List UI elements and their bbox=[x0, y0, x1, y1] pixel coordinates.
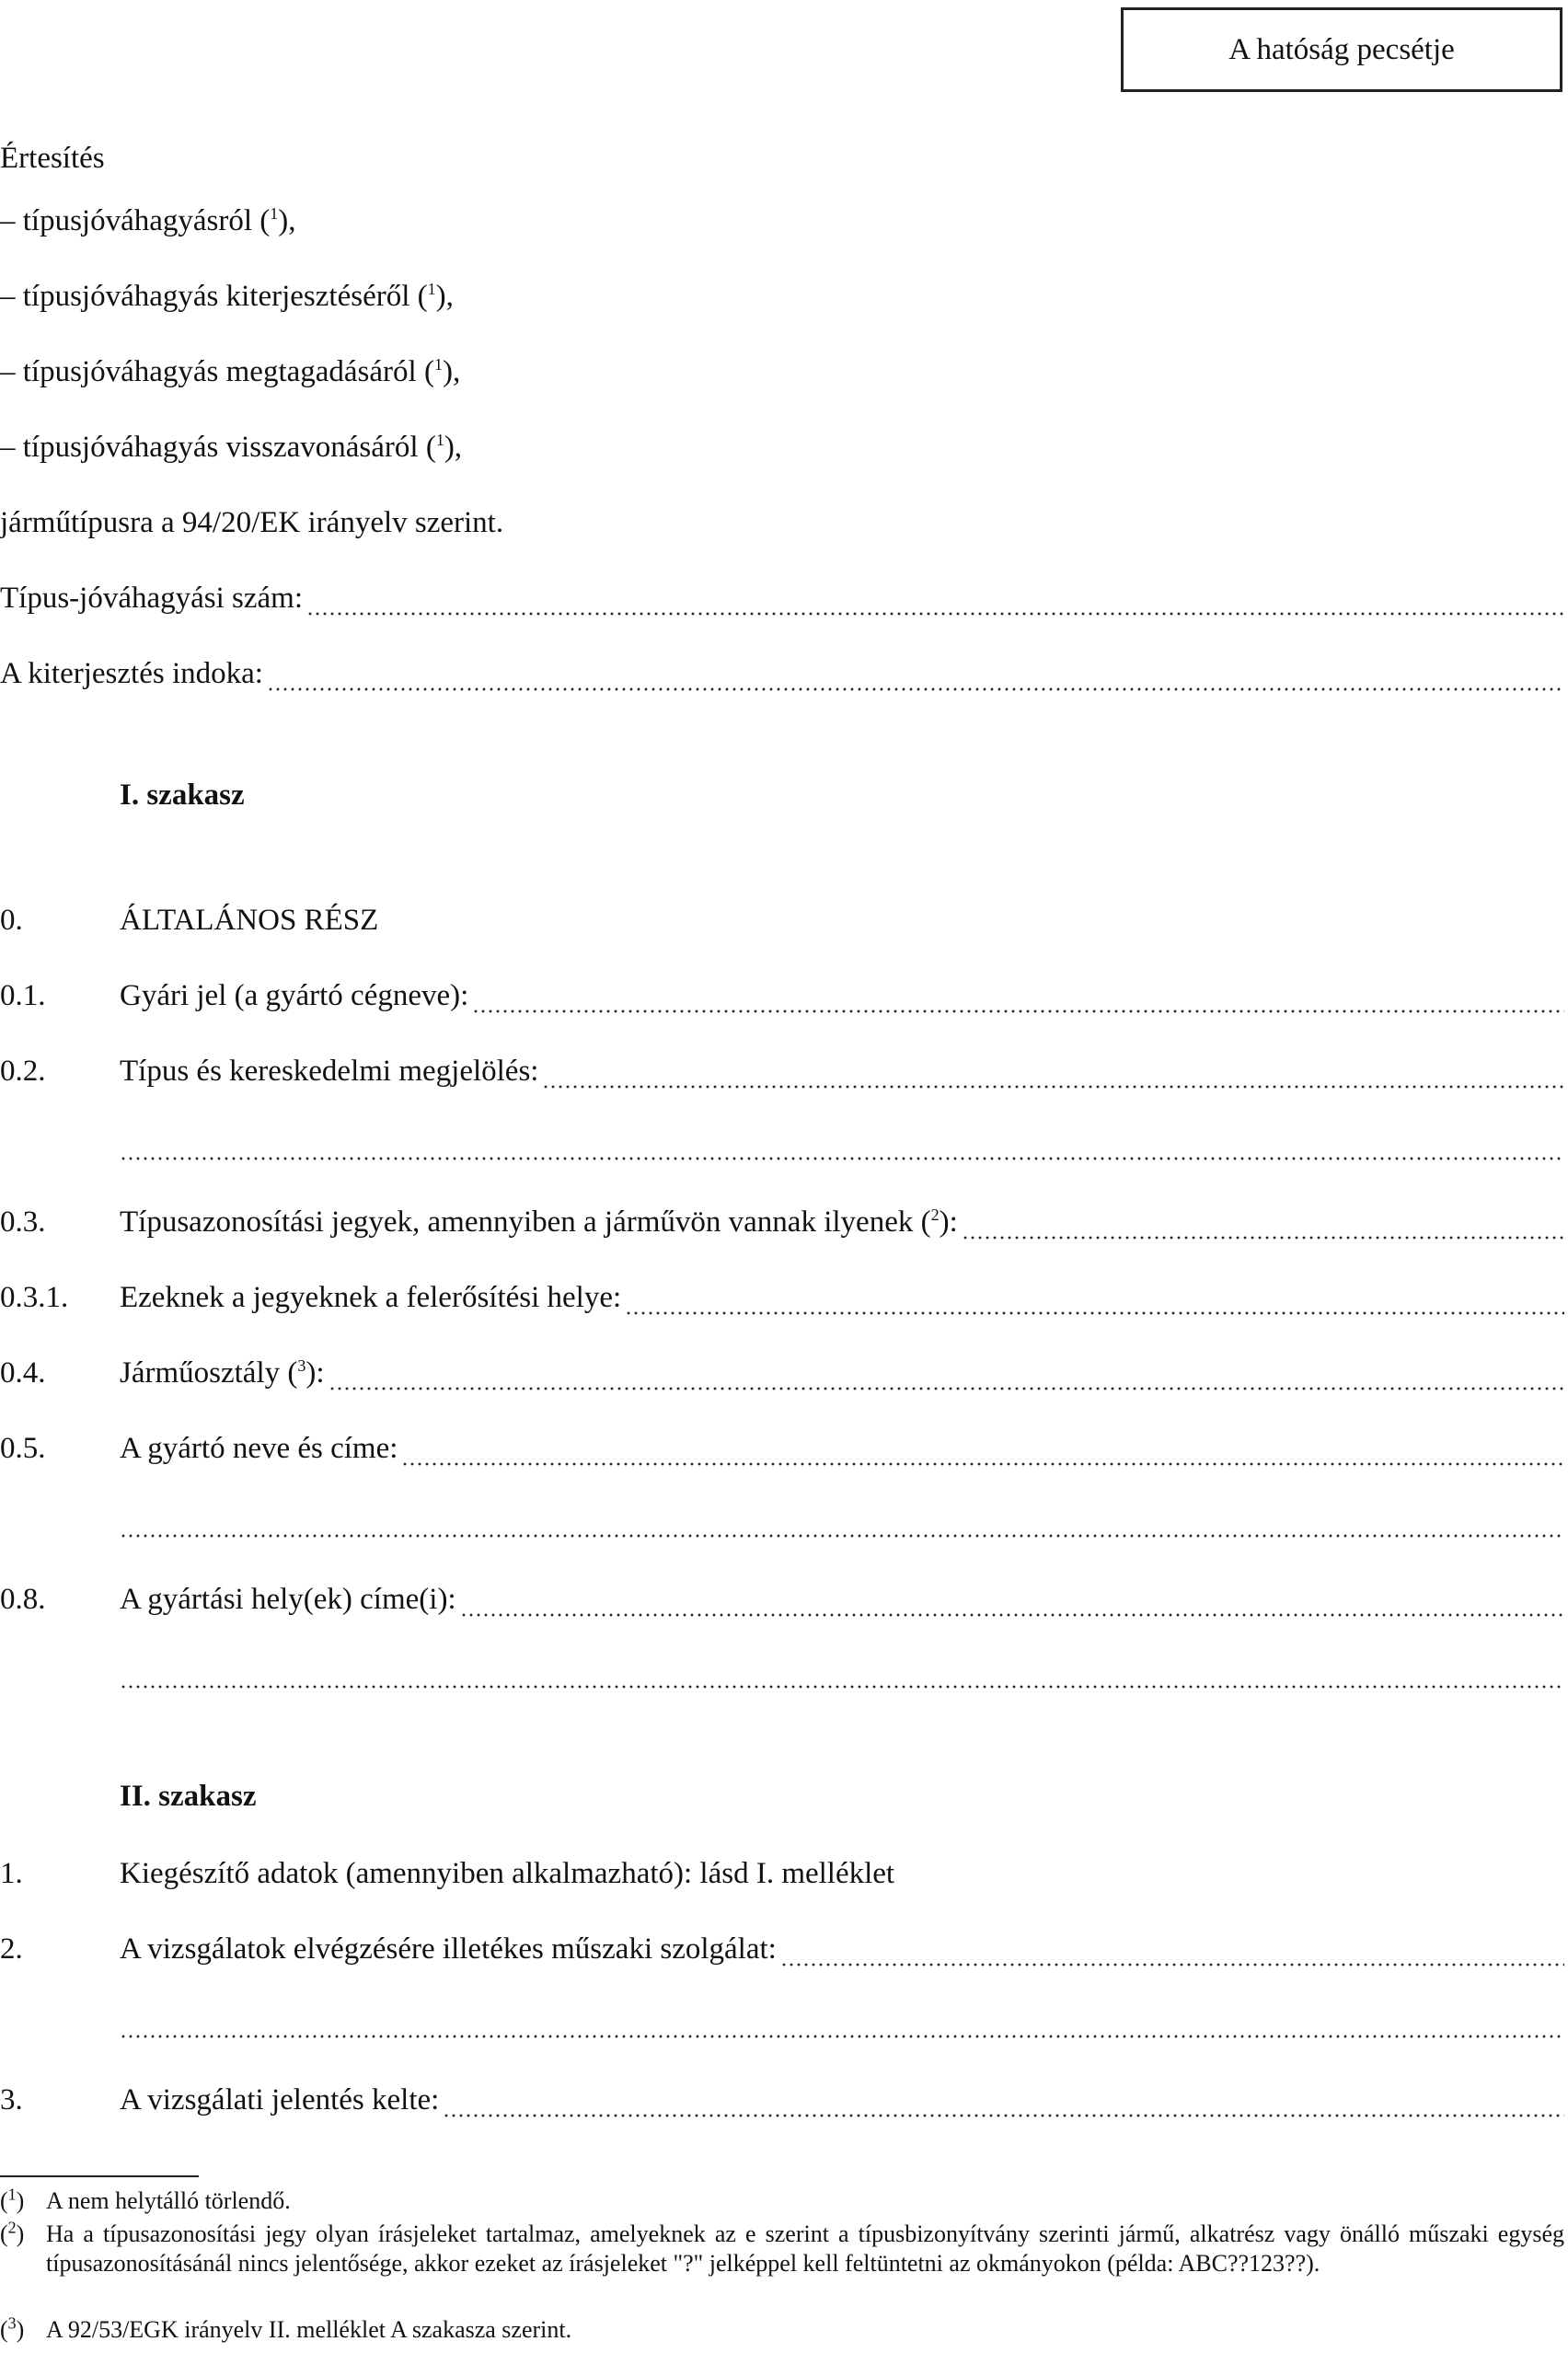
section-row[interactable] bbox=[0, 1053, 1564, 1090]
list-item: – típusjóváhagyás megtagadásáról ($^1$), bbox=[0, 355, 461, 388]
fill-line bbox=[306, 585, 1564, 617]
notice-title: Értesítés bbox=[0, 142, 105, 175]
fill-line bbox=[401, 1436, 1564, 1467]
row-number: 0.8. bbox=[0, 1583, 46, 1616]
row-label: Típusazonosítási jegyek, amennyiben a járművön vannak ilyenek ($^2$): bbox=[120, 1205, 958, 1239]
row-label: A vizsgálatok elvégzésére illetékes műszaki szolgálat: bbox=[120, 1932, 777, 1966]
row-number: 0.3.1. bbox=[0, 1281, 69, 1314]
row-number: 1. bbox=[0, 1857, 23, 1890]
closing-text: járműtípusra a 94/20/EK irányelv szerint. bbox=[0, 506, 504, 539]
list-item: – típusjóváhagyás visszavonásáról ($^1$), bbox=[0, 431, 463, 464]
authority-stamp-box bbox=[1121, 7, 1562, 92]
section-2-heading: II. szakasz bbox=[120, 1780, 257, 1813]
fill-line bbox=[542, 1058, 1564, 1090]
fill-line bbox=[962, 1209, 1564, 1240]
approval-number-field[interactable] bbox=[0, 580, 1564, 617]
row-label: Gyári jel (a gyártó cégneve): bbox=[120, 979, 469, 1012]
row-label: Ezeknek a jegyeknek a felerősítési helye: bbox=[120, 1281, 622, 1314]
footnote-text: A nem helytálló törlendő. bbox=[46, 2187, 291, 2214]
row-number: 0. bbox=[0, 904, 23, 937]
fill-line bbox=[625, 1285, 1564, 1316]
fill-line-continuation[interactable] bbox=[120, 1662, 1564, 1690]
footnote-mark: ($^3$) bbox=[0, 2313, 25, 2343]
footnote-mark: ($^2$) bbox=[0, 2218, 25, 2247]
section-row bbox=[0, 1855, 1564, 1892]
stamp-label: A hatóság pecsétje bbox=[1228, 32, 1455, 66]
fill-line bbox=[329, 1360, 1564, 1391]
row-number: 0.5. bbox=[0, 1432, 46, 1465]
fill-line-continuation[interactable] bbox=[120, 1511, 1564, 1539]
footnote-text: Ha a típusazonosítási jegy olyan írásjeleket tartalmaz, amelyeknek az e szerint a típusbizonyítvány szerinti jármű, alkatrész vagy önálló műszaki egység típusazonosításánál nincs jelentősége, akkor ezeket az írásjeleket "?" jelképpel kell feltüntetni az okmányokon (példa: ABC??123??). bbox=[46, 2220, 1564, 2277]
section-row bbox=[0, 902, 1564, 939]
footnote-text: A 92/53/EGK irányelv II. melléklet A szakasza szerint. bbox=[46, 2316, 572, 2343]
fill-line bbox=[460, 1586, 1564, 1618]
row-label: A vizsgálati jelentés kelte: bbox=[120, 2083, 440, 2117]
fill-line-continuation[interactable] bbox=[120, 1134, 1564, 1161]
extension-reason-field[interactable] bbox=[0, 655, 1564, 692]
section-row[interactable] bbox=[0, 2082, 1564, 2118]
extension-reason-label: A kiterjesztés indoka: bbox=[0, 657, 263, 690]
row-label: Járműosztály ($^3$): bbox=[120, 1356, 325, 1390]
section-row[interactable] bbox=[0, 1279, 1564, 1316]
list-item: – típusjóváhagyásról ($^1$), bbox=[0, 204, 296, 237]
section-row[interactable] bbox=[0, 1204, 1564, 1240]
row-number: 0.1. bbox=[0, 979, 46, 1012]
section-row[interactable] bbox=[0, 1581, 1564, 1618]
fill-line bbox=[443, 2087, 1564, 2118]
section-row[interactable] bbox=[0, 1931, 1564, 1967]
fill-line-continuation[interactable] bbox=[120, 2012, 1564, 2039]
list-item: – típusjóváhagyás kiterjesztéséről ($^1$), bbox=[0, 280, 454, 313]
row-number: 0.2. bbox=[0, 1055, 46, 1088]
footnote bbox=[0, 2315, 1564, 2345]
row-label: Kiegészítő adatok (amennyiben alkalmazható): lásd I. melléklet bbox=[120, 1857, 895, 1890]
row-number: 2. bbox=[0, 1932, 23, 1966]
footnote bbox=[0, 2220, 1564, 2278]
section-row[interactable] bbox=[0, 1355, 1564, 1391]
section-row[interactable] bbox=[0, 977, 1564, 1014]
footnote-mark: ($^1$) bbox=[0, 2185, 25, 2214]
section-1-heading: I. szakasz bbox=[120, 779, 245, 812]
row-label: Típus és kereskedelmi megjelölés: bbox=[120, 1055, 539, 1088]
row-label: A gyártási hely(ek) címe(i): bbox=[120, 1583, 456, 1616]
row-label: A gyártó neve és címe: bbox=[120, 1432, 398, 1465]
row-number: 0.3. bbox=[0, 1205, 46, 1239]
fill-line bbox=[267, 661, 1564, 692]
fill-line bbox=[472, 983, 1564, 1014]
approval-number-label: Típus-jóváhagyási szám: bbox=[0, 582, 304, 615]
section-row[interactable] bbox=[0, 1430, 1564, 1467]
footnote bbox=[0, 2186, 1564, 2216]
row-label: ÁLTALÁNOS RÉSZ bbox=[120, 904, 379, 937]
fill-line bbox=[780, 1936, 1564, 1967]
footnote-divider bbox=[0, 2175, 199, 2177]
row-number: 3. bbox=[0, 2083, 23, 2117]
row-number: 0.4. bbox=[0, 1356, 46, 1390]
